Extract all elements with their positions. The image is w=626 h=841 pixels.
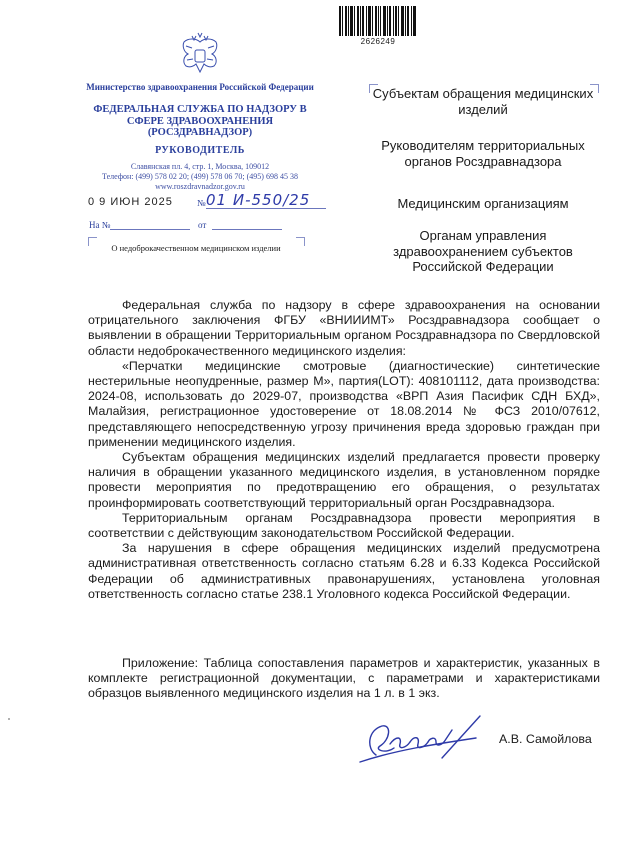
signer-name: А.В. Самойлова (499, 732, 592, 746)
number-underline (206, 208, 326, 209)
recipient: Руководителям территориальных органов Росздравнадзора (381, 138, 585, 169)
letter-body (88, 298, 600, 602)
number-label: № (197, 198, 206, 208)
website: www.roszdravnadzor.gov.ru (155, 182, 245, 191)
attachment-note: Приложение: Таблица сопоставления параметров и характеристик, указанных в комплекте регистрационной документации, с параметрами и характеристиками образцов выявленного медицинского изделия на 1 л. в 1 экз. (88, 656, 600, 701)
body-paragraph: Субъектам обращения медицинских изделий предлагается провести проверку наличия в обращении указанного медицинского изделия, в установленном порядке провести мероприятия по предотвращению его обращения, о результатах проинформировать соответствующий территориальный орган Росздравнадзора. (88, 450, 600, 510)
recipient: Субъектам обращения медицинских изделий (372, 86, 594, 117)
reply-to-underline (110, 229, 190, 230)
recipient: Органам управления здравоохранением субъектов Российской Федерации (393, 228, 573, 274)
body-paragraph: За нарушения в сфере обращения медицинских изделий предусмотрена административная ответственность согласно статьям 6.28 и 6.33 Кодекса Российской Федерации об административных правонарушениях, установлена уголовная ответственность согласно статье 238.1 Уголовного кодекса Российской Федерации. (88, 541, 600, 601)
barcode-image (339, 6, 416, 36)
corner-mark (296, 237, 305, 246)
body-paragraph: «Перчатки медицинские смотровые (диагностические) синтетические нестерильные неопудренные, размер M», партия(LOT): 408101112, дата производства: 2024-08, использовать до 2029-07, производства «ВРП Азия Пасифик СДН БХД», Малайзия, регистрационное удостоверение от 18.08.2014 № ФСЗ 2010/07612, представляющего непосредственную угрозу причинения вреда здоровью граждан при применении медицинского изделия. (88, 358, 600, 449)
barcode-number: 2626249 (360, 37, 396, 46)
from-label: от (198, 220, 207, 230)
from-underline (212, 229, 282, 230)
service-name: ФЕДЕРАЛЬНАЯ СЛУЖБА ПО НАДЗОРУ В СФЕРЕ ЗДРАВООХРАНЕНИЯ (РОСЗДРАВНАДЗОР) (93, 104, 307, 138)
ministry-name: Министерство здравоохранения Российской Федерации (86, 82, 314, 92)
coat-of-arms-icon (178, 32, 222, 78)
phones: Телефон: (499) 578 02 20; (499) 578 06 70; (495) 698 45 38 (102, 172, 298, 181)
document-number: 01 И-550/25 (206, 191, 311, 209)
subject-line: О недоброкачественном медицинском изделии (111, 243, 281, 253)
date-stamp: 0 9 ИЮН 2025 (88, 196, 173, 208)
address: Славянская пл. 4, стр. 1, Москва, 109012 (130, 162, 270, 171)
recipient: Медицинским организациям (397, 196, 569, 211)
scan-dot (8, 718, 10, 720)
body-paragraph: Территориальным органам Росздравнадзора провести мероприятия в соответствии с действующим законодательством Российской Федерации. (88, 510, 600, 541)
handwritten-signature (356, 700, 486, 770)
head-title: РУКОВОДИТЕЛЬ (155, 145, 245, 156)
reply-to-label: На № (89, 220, 111, 230)
body-paragraph: Федеральная служба по надзору в сфере здравоохранения на основании отрицательного заключения ФГБУ «ВНИИИМТ» Росздравнадзора сообщает о выявлении в обращении Территориальным органом Росздравнадзора по Свердловской области недоброкачественного медицинского изделия: (88, 298, 600, 358)
